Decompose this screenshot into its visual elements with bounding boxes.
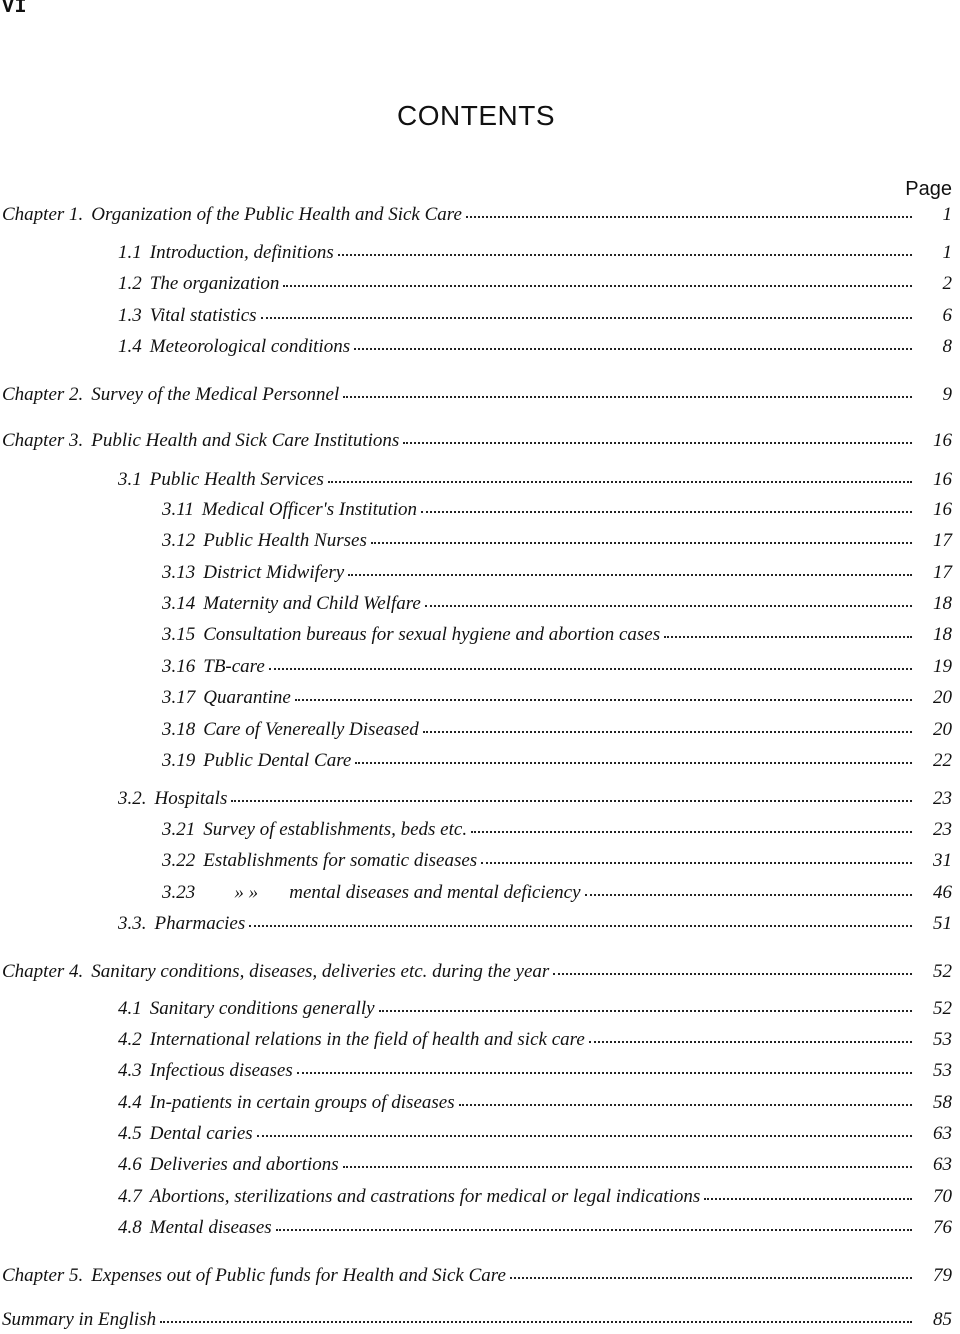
toc-entry	[0, 591, 960, 617]
toc-entry	[0, 786, 960, 812]
toc-entry-number: 3.22	[162, 850, 196, 871]
dot-leader	[269, 666, 912, 670]
toc-entry	[0, 240, 960, 266]
dot-leader	[295, 697, 912, 701]
toc-entry-number: 3.23	[162, 882, 196, 903]
toc-entry	[0, 1184, 960, 1210]
toc-entry-number: 3.3.	[118, 913, 147, 934]
toc-entry-title: mental diseases and mental deficiency	[289, 882, 581, 903]
dot-leader	[423, 729, 912, 733]
toc-entry-title: Introduction, definitions	[149, 242, 334, 263]
toc-entry-page: 52	[933, 998, 952, 1019]
toc-entry	[0, 382, 960, 408]
toc-entry-page: 23	[933, 788, 952, 809]
toc-entry-title: Hospitals	[154, 788, 228, 809]
dot-leader	[328, 479, 912, 483]
toc-entry-title: Deliveries and abortions	[149, 1154, 339, 1175]
toc-entry-title: Care of Venereally Diseased	[203, 719, 419, 740]
toc-entry-page: 85	[933, 1309, 952, 1330]
dot-leader	[355, 760, 912, 764]
toc-entry	[0, 654, 960, 680]
toc-entry-title: Medical Officer's Institution	[201, 499, 417, 520]
dot-leader	[553, 971, 912, 975]
toc-entry	[0, 685, 960, 711]
dot-leader	[664, 634, 912, 638]
dot-leader	[403, 440, 912, 444]
toc-entry-page: 9	[942, 384, 952, 405]
toc-entry-title: Summary in English	[2, 1309, 157, 1330]
dot-leader	[371, 540, 912, 544]
toc-entry-title: Abortions, sterilizations and castrations for medical or legal indications	[149, 1186, 701, 1207]
toc-entry-page: 31	[933, 850, 952, 871]
toc-entry-number: 3.13	[162, 562, 196, 583]
toc-entry-title: Sanitary conditions, diseases, deliveries etc. during the year	[91, 961, 550, 982]
toc-entry	[0, 467, 960, 493]
dot-leader	[257, 1133, 912, 1137]
toc-entry-page: 76	[933, 1217, 952, 1238]
dot-leader	[283, 283, 912, 287]
toc-entry-page: 2	[942, 273, 952, 294]
toc-entry-number: Chapter 5.	[2, 1265, 84, 1286]
toc-entry	[0, 717, 960, 743]
toc-entry-title: Survey of the Medical Personnel	[91, 384, 340, 405]
toc-entry-page: 20	[933, 719, 952, 740]
toc-entry-title: The organization	[149, 273, 280, 294]
toc-entry-title: Public Health Nurses	[203, 530, 367, 551]
toc-entry-page: 22	[933, 750, 952, 771]
dot-leader	[421, 509, 912, 513]
toc-entry-page: 58	[933, 1092, 952, 1113]
dot-leader	[704, 1196, 912, 1200]
toc-entry-title: Pharmacies	[154, 913, 246, 934]
page-column-label: Page	[905, 178, 952, 200]
toc-entry-page: 53	[933, 1029, 952, 1050]
toc-entry-number: Chapter 3.	[2, 430, 84, 451]
toc-entry-title: Public Health Services	[149, 469, 324, 490]
toc-entry-title: Consultation bureaus for sexual hygiene and abortion cases	[203, 624, 661, 645]
toc-entry-page: 16	[933, 430, 952, 451]
toc-entry-number: 3.17	[162, 687, 196, 708]
toc-entry	[0, 1307, 960, 1333]
dot-leader	[343, 1164, 912, 1168]
toc-entry-number: 1.4	[118, 336, 142, 357]
toc-entry-page: 63	[933, 1154, 952, 1175]
toc-entry-number: 3.16	[162, 656, 196, 677]
dot-leader	[160, 1319, 912, 1323]
toc-entry	[0, 1121, 960, 1147]
toc-entry-page: 70	[933, 1186, 952, 1207]
toc-entry-number: 1.2	[118, 273, 142, 294]
ditto-marks: » »	[234, 882, 259, 903]
toc-entry-number: 3.2.	[118, 788, 147, 809]
toc-entry	[0, 996, 960, 1022]
toc-entry-title: Establishments for somatic diseases	[203, 850, 478, 871]
toc-entry-page: 16	[933, 499, 952, 520]
toc-entry-title: District Midwifery	[203, 562, 345, 583]
toc-entry-page: 53	[933, 1060, 952, 1081]
toc-entry-number: 4.7	[118, 1186, 142, 1207]
toc-entry	[0, 528, 960, 554]
dot-leader	[338, 252, 912, 256]
toc-entry	[0, 911, 960, 937]
toc-entry-page: 23	[933, 819, 952, 840]
toc-entry-page: 17	[933, 562, 952, 583]
toc-entry-page: 16	[933, 469, 952, 490]
toc-entry-number: 4.3	[118, 1060, 142, 1081]
dot-leader	[276, 1227, 912, 1231]
toc-entry-page: 1	[942, 242, 952, 263]
dot-leader	[354, 346, 912, 350]
toc-entry-page: 18	[933, 624, 952, 645]
toc-entry-title: Dental caries	[149, 1123, 253, 1144]
toc-entry-page: 20	[933, 687, 952, 708]
toc-entry-number: Chapter 4.	[2, 961, 84, 982]
toc-entry	[0, 1152, 960, 1178]
toc-entry	[0, 880, 960, 906]
toc-entry-title: Expenses out of Public funds for Health and Sick Care	[91, 1265, 506, 1286]
dot-leader	[459, 1102, 912, 1106]
toc-entry-page: 52	[933, 961, 952, 982]
toc-entry	[0, 303, 960, 329]
toc-entry-number: 1.3	[118, 305, 142, 326]
toc-entry-number: 4.6	[118, 1154, 142, 1175]
toc-entry	[0, 959, 960, 985]
toc-entry-page: 46	[933, 882, 952, 903]
toc-entry-title: Organization of the Public Health and Sick Care	[91, 204, 462, 225]
toc-entry-page: 51	[933, 913, 952, 934]
toc-entry	[0, 622, 960, 648]
toc-entry	[0, 202, 960, 228]
toc-entry-title: Mental diseases	[149, 1217, 272, 1238]
toc-entry-number: 3.18	[162, 719, 196, 740]
toc-entry-title: In-patients in certain groups of diseases	[149, 1092, 455, 1113]
toc-entry-title: Sanitary conditions generally	[149, 998, 375, 1019]
toc-entry-title: Infectious diseases	[149, 1060, 293, 1081]
dot-leader	[379, 1008, 912, 1012]
toc-entry	[0, 1027, 960, 1053]
toc-entry	[0, 334, 960, 360]
dot-leader	[510, 1275, 912, 1279]
toc-entry	[0, 428, 960, 454]
dot-leader	[231, 798, 912, 802]
dot-leader	[585, 892, 912, 896]
dot-leader	[481, 860, 912, 864]
toc-entry-number: Chapter 1.	[2, 204, 84, 225]
toc-entry-page: 1	[942, 204, 952, 225]
toc-entry-title: Public Health and Sick Care Institutions	[91, 430, 400, 451]
dot-leader	[343, 394, 912, 398]
toc-entry-page: 18	[933, 593, 952, 614]
toc-entry-title: TB-care	[203, 656, 265, 677]
toc-entry-title: Survey of establishments, beds etc.	[203, 819, 468, 840]
page-numeral: VI	[2, 0, 28, 19]
toc-entry	[0, 1215, 960, 1241]
dot-leader	[297, 1070, 912, 1074]
toc-entry-title: Meteorological conditions	[149, 336, 351, 357]
toc-entry	[0, 1090, 960, 1116]
toc-entry-number: 4.5	[118, 1123, 142, 1144]
toc-entry-page: 17	[933, 530, 952, 551]
toc-entry-number: 1.1	[118, 242, 142, 263]
toc-entry-title: Quarantine	[203, 687, 291, 708]
toc-entry-number: 3.21	[162, 819, 196, 840]
toc-entry	[0, 271, 960, 297]
toc-entry-page: 8	[942, 336, 952, 357]
toc-entry	[0, 1263, 960, 1289]
toc-entry-number: 3.14	[162, 593, 196, 614]
toc-entry-number: 4.8	[118, 1217, 142, 1238]
toc-entry-number: 3.19	[162, 750, 196, 771]
toc-entry	[0, 848, 960, 874]
toc-entry-page: 79	[933, 1265, 952, 1286]
toc-entry-number: 3.15	[162, 624, 196, 645]
dot-leader	[348, 572, 912, 576]
toc-entry	[0, 497, 960, 523]
toc-entry-title: Public Dental Care	[203, 750, 352, 771]
dot-leader	[261, 315, 912, 319]
toc-entry	[0, 560, 960, 586]
dot-leader	[471, 829, 912, 833]
dot-leader	[249, 923, 912, 927]
toc-entry	[0, 817, 960, 843]
toc-entry-number: 3.12	[162, 530, 196, 551]
toc-entry-number: 4.1	[118, 998, 142, 1019]
toc-entry-number: 4.4	[118, 1092, 142, 1113]
toc-entry-title: International relations in the field of health and sick care	[149, 1029, 585, 1050]
toc-entry-number: 3.1	[118, 469, 142, 490]
toc-entry-number: 4.2	[118, 1029, 142, 1050]
toc-entry	[0, 748, 960, 774]
dot-leader	[589, 1039, 912, 1043]
dot-leader	[466, 214, 912, 218]
toc-entry-page: 63	[933, 1123, 952, 1144]
toc-entry-number: 3.11	[162, 499, 194, 520]
toc-entry-page: 6	[942, 305, 952, 326]
toc-entry-page: 19	[933, 656, 952, 677]
page-title: CONTENTS	[397, 100, 555, 131]
toc-entry	[0, 1058, 960, 1084]
dot-leader	[425, 603, 912, 607]
toc-entry-title: Maternity and Child Welfare	[203, 593, 421, 614]
toc-entry-number: Chapter 2.	[2, 384, 84, 405]
toc-entry-title: Vital statistics	[149, 305, 257, 326]
